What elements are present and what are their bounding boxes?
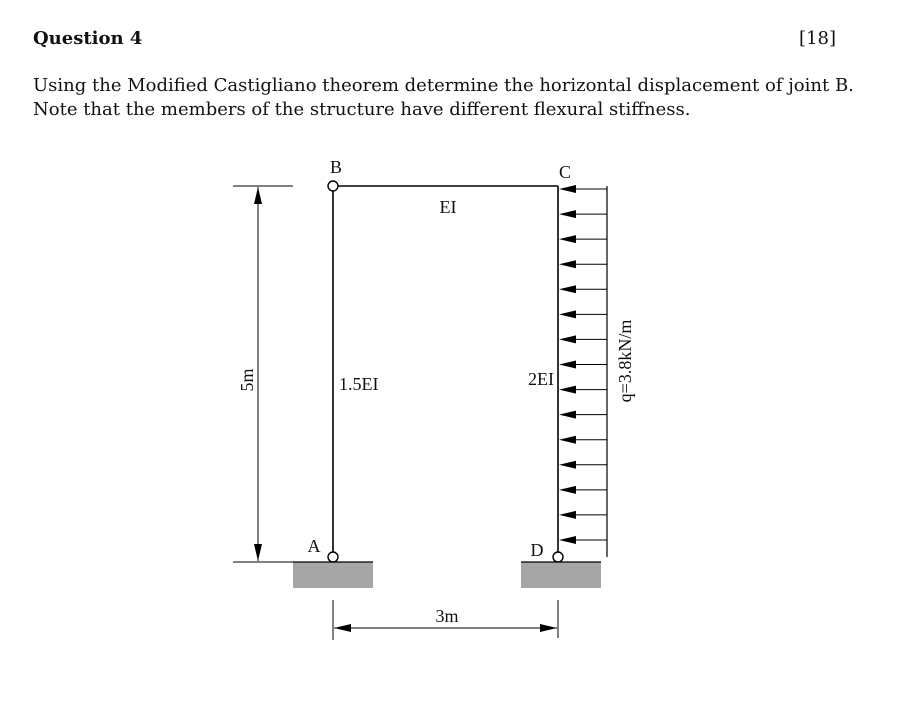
hinge-a — [328, 552, 338, 562]
question-line-2: Note that the members of the structure have different flexural stiffness. — [33, 99, 691, 120]
joint-label-c: C — [558, 162, 572, 182]
question-title: Question 4 — [33, 28, 143, 49]
load-label: q=3.8kN/m — [615, 319, 635, 403]
joint-label-a: A — [307, 536, 321, 556]
dimension-label-height: 5m — [237, 368, 257, 392]
hinge-d — [553, 552, 563, 562]
load-arrow-head — [559, 210, 576, 218]
load-arrow-head — [559, 285, 576, 293]
load-arrow-head — [559, 335, 576, 343]
dim-3m-arrow-left — [334, 624, 351, 632]
load-arrows — [559, 185, 607, 544]
load-arrow-head — [559, 536, 576, 544]
load-arrow-head — [559, 486, 576, 494]
hinge-b — [328, 181, 338, 191]
support-a — [293, 562, 373, 588]
load-arrow-head — [559, 386, 576, 394]
load-arrow-head — [559, 310, 576, 318]
member-label-bc: EI — [439, 197, 457, 217]
load-arrow-head — [559, 361, 576, 369]
load-arrow-head — [559, 436, 576, 444]
joint-label-b: B — [329, 157, 343, 177]
joint-label-d: D — [530, 540, 544, 560]
support-d — [521, 562, 601, 588]
load-arrow-head — [559, 411, 576, 419]
load-arrow-head — [559, 461, 576, 469]
dim-5m-arrow-top — [254, 187, 262, 204]
load-arrow-head — [559, 511, 576, 519]
load-arrow-head — [559, 260, 576, 268]
question-line-1: Using the Modified Castigliano theorem determine the horizontal displacement of joint B. — [33, 75, 854, 96]
load-arrow-head — [559, 185, 576, 193]
member-label-ab: 1.5EI — [339, 374, 379, 394]
load-arrow-head — [559, 235, 576, 243]
member-label-cd: 2EI — [528, 369, 554, 389]
dim-3m-arrow-right — [540, 624, 557, 632]
dim-5m-arrow-bottom — [254, 544, 262, 561]
dimension-label-width: 3m — [435, 606, 459, 626]
question-marks: [18] — [799, 28, 836, 49]
